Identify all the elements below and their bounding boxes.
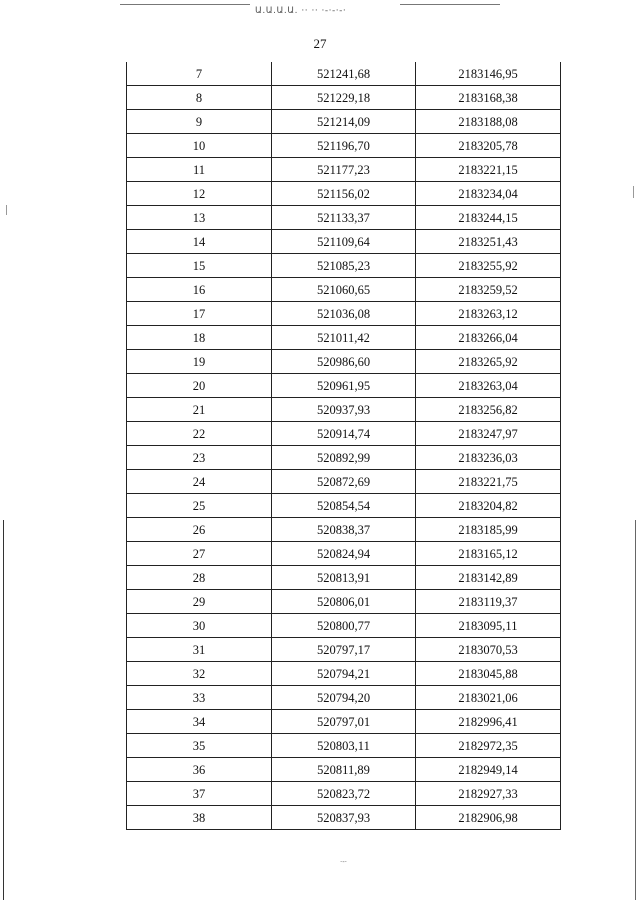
- x-coordinate-cell: 520986,60: [272, 350, 416, 374]
- table-row: [127, 590, 561, 614]
- x-coordinate-cell: 521036,08: [272, 302, 416, 326]
- table-row: [127, 134, 561, 158]
- y-coordinate-cell: 2183265,92: [416, 350, 561, 374]
- point-number-cell: 24: [127, 470, 272, 494]
- y-coordinate-cell: 2183095,11: [416, 614, 561, 638]
- x-coordinate-cell: 520797,01: [272, 710, 416, 734]
- y-coordinate-cell: 2182996,41: [416, 710, 561, 734]
- x-coordinate-cell: 521177,23: [272, 158, 416, 182]
- table-row: [127, 230, 561, 254]
- x-coordinate-cell: 521196,70: [272, 134, 416, 158]
- y-coordinate-cell: 2183070,53: [416, 638, 561, 662]
- x-coordinate-cell: 520800,77: [272, 614, 416, 638]
- y-coordinate-cell: 2183221,15: [416, 158, 561, 182]
- scan-edge-tick-left: [6, 205, 7, 215]
- x-coordinate-cell: 521214,09: [272, 110, 416, 134]
- point-number-cell: 25: [127, 494, 272, 518]
- table-row: [127, 494, 561, 518]
- point-number-cell: 7: [127, 62, 272, 86]
- point-number-cell: 31: [127, 638, 272, 662]
- y-coordinate-cell: 2183236,03: [416, 446, 561, 470]
- x-coordinate-cell: 520803,11: [272, 734, 416, 758]
- point-number-cell: 21: [127, 398, 272, 422]
- table-row: [127, 782, 561, 806]
- x-coordinate-cell: 520937,93: [272, 398, 416, 422]
- point-number-cell: 13: [127, 206, 272, 230]
- x-coordinate-cell: 520794,20: [272, 686, 416, 710]
- y-coordinate-cell: 2183146,95: [416, 62, 561, 86]
- point-number-cell: 15: [127, 254, 272, 278]
- y-coordinate-cell: 2183256,82: [416, 398, 561, 422]
- y-coordinate-cell: 2183119,37: [416, 590, 561, 614]
- point-number-cell: 12: [127, 182, 272, 206]
- x-coordinate-cell: 520837,93: [272, 806, 416, 830]
- point-number-cell: 11: [127, 158, 272, 182]
- point-number-cell: 27: [127, 542, 272, 566]
- point-number-cell: 38: [127, 806, 272, 830]
- table-row: [127, 206, 561, 230]
- x-coordinate-cell: 520806,01: [272, 590, 416, 614]
- header-scan-text: Ա.Ա.Ա.Ա. ·· ·· ·-·-·-·: [255, 6, 347, 16]
- x-coordinate-cell: 520797,17: [272, 638, 416, 662]
- table-row: [127, 254, 561, 278]
- y-coordinate-cell: 2183221,75: [416, 470, 561, 494]
- point-number-cell: 34: [127, 710, 272, 734]
- table-row: [127, 686, 561, 710]
- y-coordinate-cell: 2182972,35: [416, 734, 561, 758]
- point-number-cell: 30: [127, 614, 272, 638]
- table-row: [127, 374, 561, 398]
- point-number-cell: 10: [127, 134, 272, 158]
- footer-scan-text: ·-·: [340, 858, 347, 866]
- header-rule-right: [400, 4, 500, 5]
- x-coordinate-cell: 520892,99: [272, 446, 416, 470]
- y-coordinate-cell: 2183244,15: [416, 206, 561, 230]
- y-coordinate-cell: 2183165,12: [416, 542, 561, 566]
- point-number-cell: 20: [127, 374, 272, 398]
- y-coordinate-cell: 2183255,92: [416, 254, 561, 278]
- y-coordinate-cell: 2182906,98: [416, 806, 561, 830]
- x-coordinate-cell: 521060,65: [272, 278, 416, 302]
- y-coordinate-cell: 2183204,82: [416, 494, 561, 518]
- y-coordinate-cell: 2182927,33: [416, 782, 561, 806]
- y-coordinate-cell: 2183168,38: [416, 86, 561, 110]
- y-coordinate-cell: 2183185,99: [416, 518, 561, 542]
- header-rule-left: [120, 4, 250, 5]
- x-coordinate-cell: 521011,42: [272, 326, 416, 350]
- x-coordinate-cell: 521241,68: [272, 62, 416, 86]
- point-number-cell: 26: [127, 518, 272, 542]
- x-coordinate-cell: 521156,02: [272, 182, 416, 206]
- point-number-cell: 14: [127, 230, 272, 254]
- point-number-cell: 32: [127, 662, 272, 686]
- table-row: [127, 62, 561, 86]
- x-coordinate-cell: 521229,18: [272, 86, 416, 110]
- point-number-cell: 18: [127, 326, 272, 350]
- y-coordinate-cell: 2183251,43: [416, 230, 561, 254]
- point-number-cell: 23: [127, 446, 272, 470]
- table-row: [127, 278, 561, 302]
- table-row: [127, 182, 561, 206]
- coordinates-table: [126, 62, 561, 830]
- y-coordinate-cell: 2183045,88: [416, 662, 561, 686]
- x-coordinate-cell: 521133,37: [272, 206, 416, 230]
- y-coordinate-cell: 2183259,52: [416, 278, 561, 302]
- y-coordinate-cell: 2183263,12: [416, 302, 561, 326]
- point-number-cell: 16: [127, 278, 272, 302]
- table-row: [127, 350, 561, 374]
- table-row: [127, 542, 561, 566]
- point-number-cell: 9: [127, 110, 272, 134]
- point-number-cell: 22: [127, 422, 272, 446]
- table-row: [127, 638, 561, 662]
- x-coordinate-cell: 520914,74: [272, 422, 416, 446]
- y-coordinate-cell: 2182949,14: [416, 758, 561, 782]
- y-coordinate-cell: 2183188,08: [416, 110, 561, 134]
- point-number-cell: 17: [127, 302, 272, 326]
- point-number-cell: 33: [127, 686, 272, 710]
- table-row: [127, 734, 561, 758]
- point-number-cell: 8: [127, 86, 272, 110]
- point-number-cell: 28: [127, 566, 272, 590]
- x-coordinate-cell: 520838,37: [272, 518, 416, 542]
- point-number-cell: 19: [127, 350, 272, 374]
- table-row: [127, 158, 561, 182]
- point-number-cell: 36: [127, 758, 272, 782]
- x-coordinate-cell: 520961,95: [272, 374, 416, 398]
- x-coordinate-cell: 520823,72: [272, 782, 416, 806]
- table-row: [127, 398, 561, 422]
- table-row: [127, 326, 561, 350]
- scan-edge-line-right: [635, 520, 636, 900]
- y-coordinate-cell: 2183263,04: [416, 374, 561, 398]
- table-row: [127, 710, 561, 734]
- y-coordinate-cell: 2183021,06: [416, 686, 561, 710]
- x-coordinate-cell: 520824,94: [272, 542, 416, 566]
- point-number-cell: 37: [127, 782, 272, 806]
- x-coordinate-cell: 520794,21: [272, 662, 416, 686]
- table-row: [127, 566, 561, 590]
- x-coordinate-cell: 521085,23: [272, 254, 416, 278]
- x-coordinate-cell: 520811,89: [272, 758, 416, 782]
- coordinates-table-body: [127, 62, 561, 830]
- table-row: [127, 86, 561, 110]
- table-row: [127, 662, 561, 686]
- table-row: [127, 302, 561, 326]
- page-number: 27: [313, 36, 327, 51]
- scan-edge-line-left: [3, 520, 4, 900]
- y-coordinate-cell: 2183266,04: [416, 326, 561, 350]
- table-row: [127, 518, 561, 542]
- x-coordinate-cell: 520854,54: [272, 494, 416, 518]
- table-row: [127, 446, 561, 470]
- y-coordinate-cell: 2183142,89: [416, 566, 561, 590]
- table-row: [127, 806, 561, 830]
- table-row: [127, 614, 561, 638]
- table-row: [127, 422, 561, 446]
- point-number-cell: 35: [127, 734, 272, 758]
- y-coordinate-cell: 2183205,78: [416, 134, 561, 158]
- table-row: [127, 110, 561, 134]
- y-coordinate-cell: 2183247,97: [416, 422, 561, 446]
- point-number-cell: 29: [127, 590, 272, 614]
- table-row: [127, 470, 561, 494]
- y-coordinate-cell: 2183234,04: [416, 182, 561, 206]
- scan-edge-tick-right: [633, 186, 634, 198]
- table-row: [127, 758, 561, 782]
- x-coordinate-cell: 520813,91: [272, 566, 416, 590]
- x-coordinate-cell: 520872,69: [272, 470, 416, 494]
- x-coordinate-cell: 521109,64: [272, 230, 416, 254]
